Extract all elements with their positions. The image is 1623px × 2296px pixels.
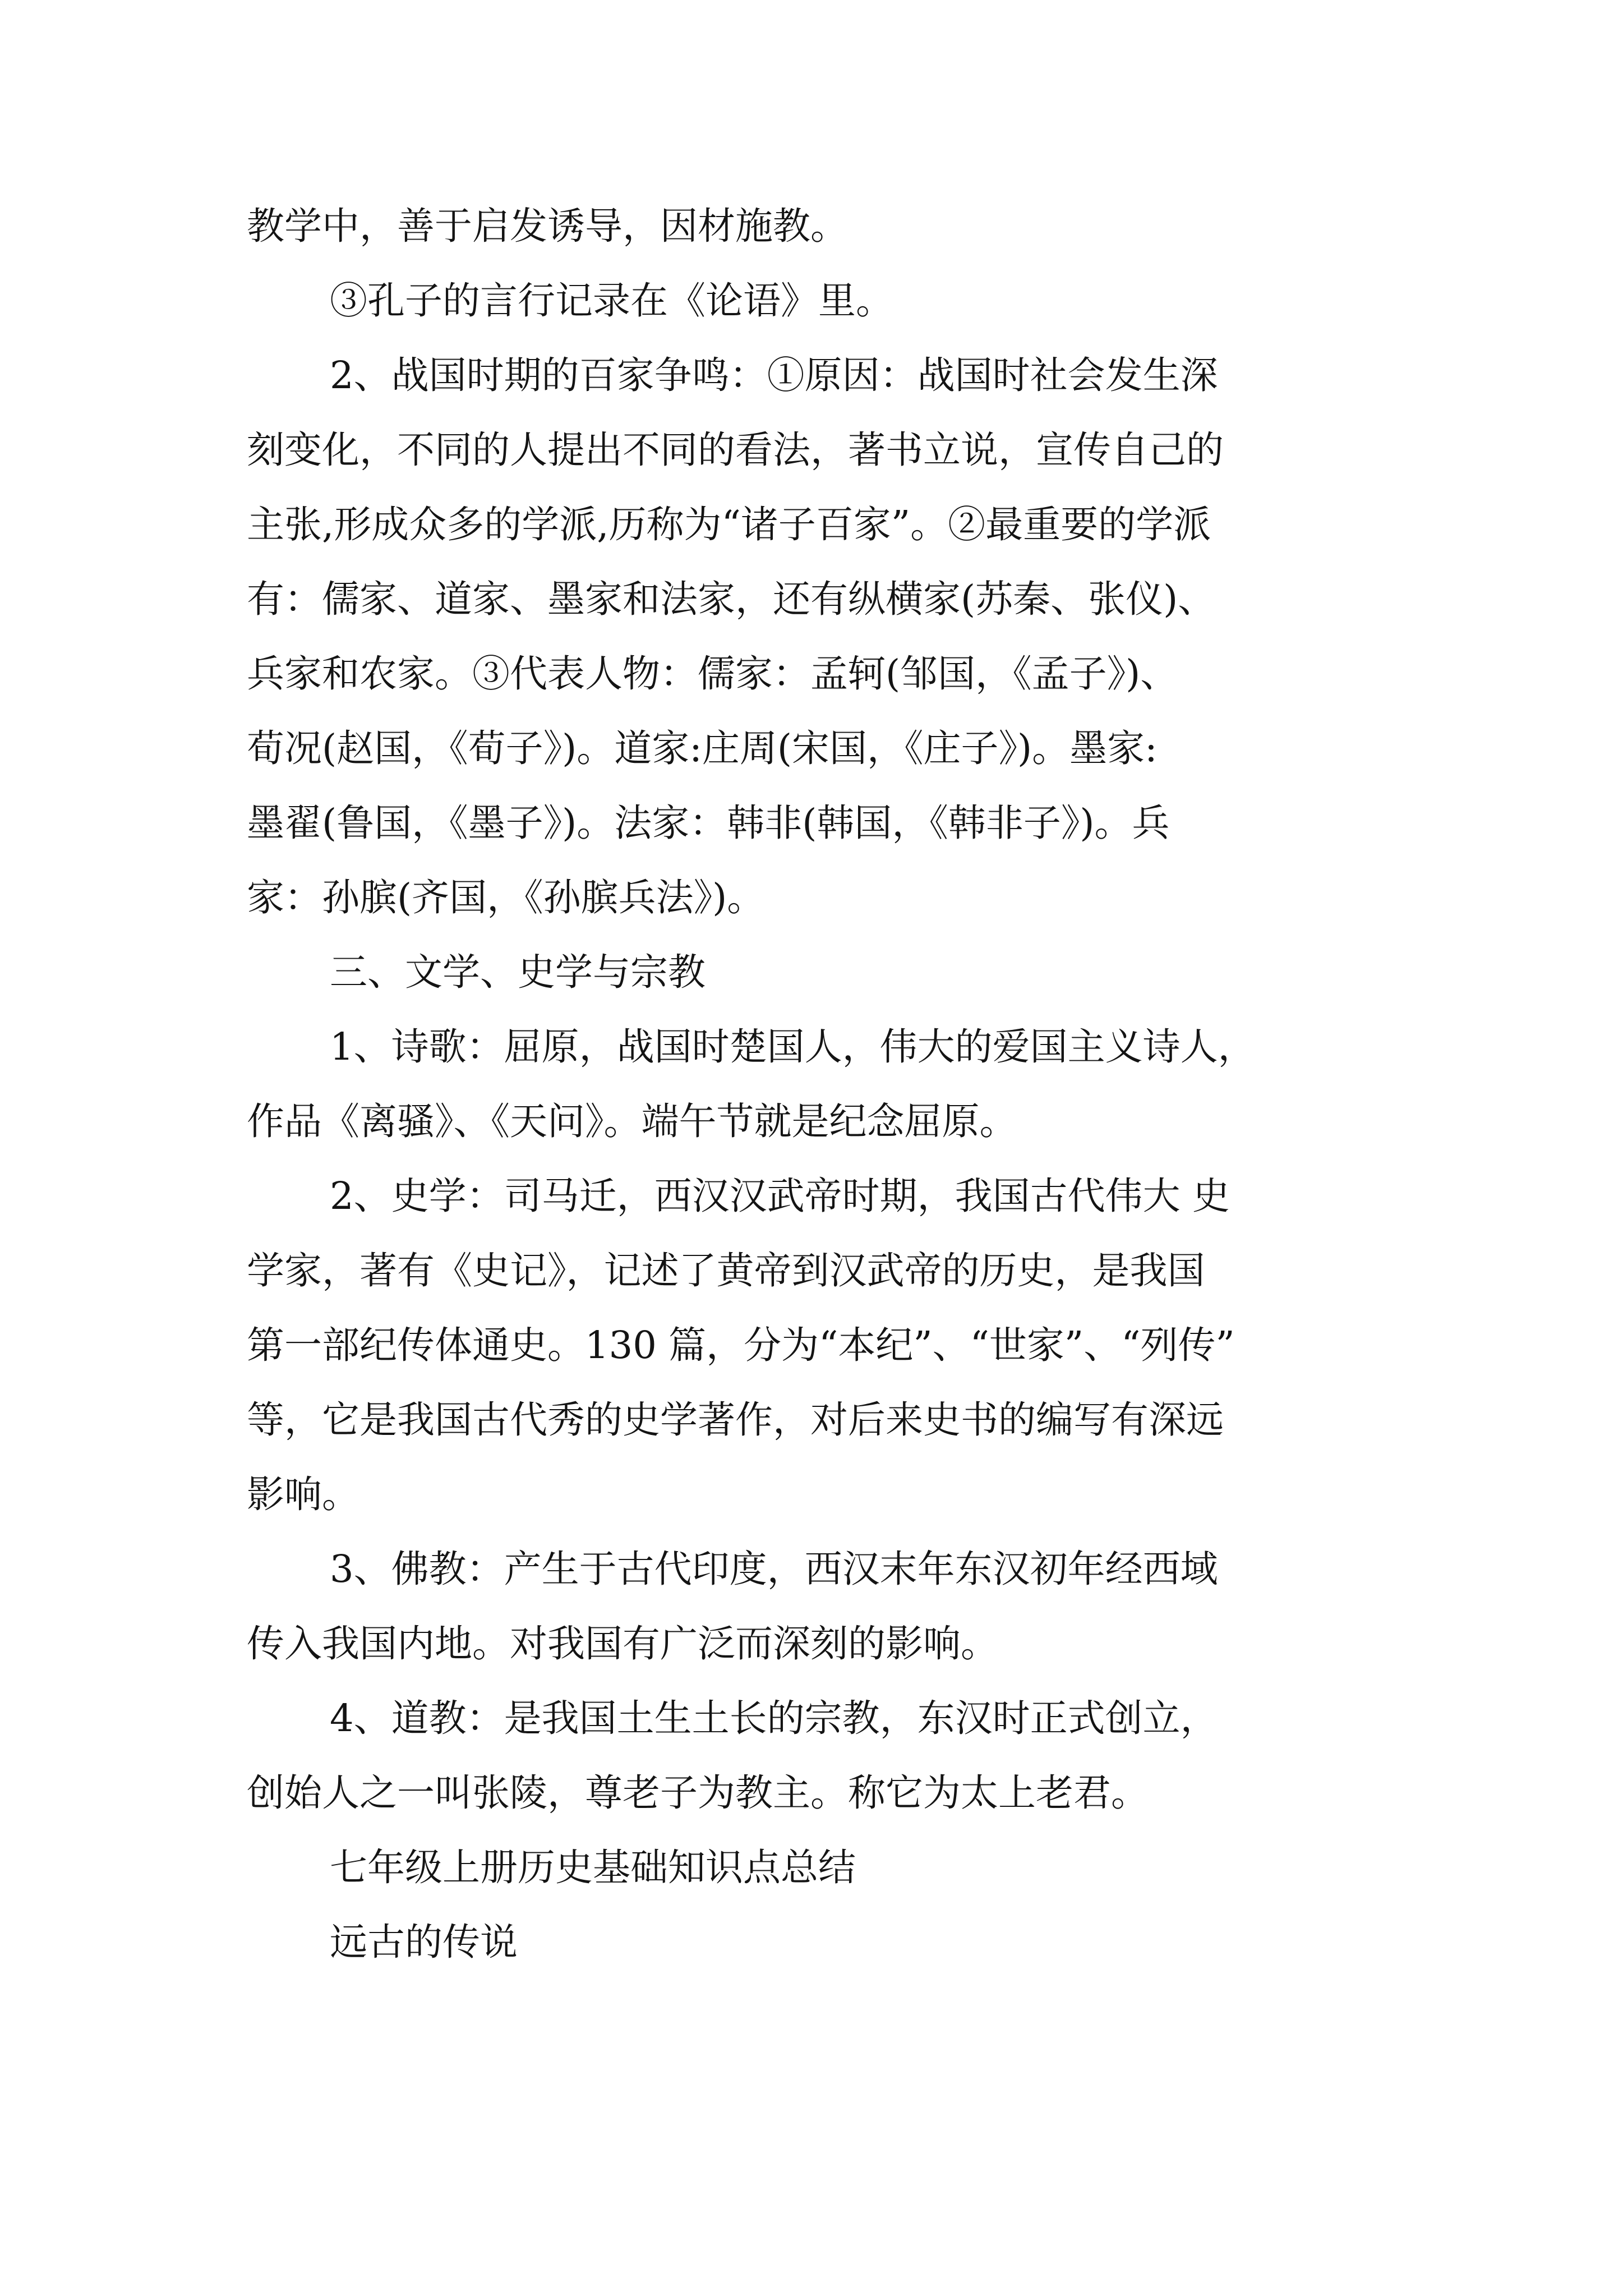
text-line-15: 学家，著有《史记》，记述了黄帝到汉武帝的历史，是我国 — [247, 1249, 1205, 1292]
text-line-20: 传入我国内地。对我国有广泛而深刻的影响。 — [247, 1622, 998, 1665]
text-line-3: 2、战国时期的百家争鸣：①原因：战国时社会发生深 — [330, 353, 1218, 397]
text-line-9: 墨翟(鲁国，《墨子》)。法家：韩非(韩国，《韩非子》)。兵 — [247, 801, 1170, 845]
text-line-17: 等，它是我国古代秀的史学著作，对后来史书的编写有深远 — [247, 1398, 1224, 1442]
summary-heading: 七年级上册历史基础知识点总结 — [330, 1846, 856, 1889]
text-line-19: 3、佛教：产生于古代印度，西汉末年东汉初年经西域 — [330, 1547, 1218, 1591]
text-line-1: 教学中，善于启发诱导，因材施教。 — [247, 204, 848, 248]
subsection-heading: 远古的传说 — [330, 1920, 518, 1964]
text-line-2: ③孔子的言行记录在《论语》里。 — [330, 279, 893, 323]
text-line-18: 影响。 — [247, 1473, 359, 1516]
text-line-5: 主张,形成众多的学派,历称为“诸子百家”。②最重要的学派 — [247, 503, 1211, 546]
text-line-22: 创始人之一叫张陵，尊老子为教主。称它为太上老君。 — [247, 1771, 1149, 1815]
text-line-4: 刻变化，不同的人提出不同的看法，著书立说，宣传自己的 — [247, 428, 1224, 472]
text-line-7: 兵家和农家。③代表人物：儒家：孟轲(邹国，《孟子》)、 — [247, 652, 1178, 696]
text-line-14: 2、史学：司马迁，西汉汉武帝时期，我国古代伟大 史 — [330, 1174, 1230, 1218]
text-line-16: 第一部纪传体通史。130 篇，分为“本纪”、“世家”、“列传” — [247, 1323, 1235, 1367]
section-heading: 三、文学、史学与宗教 — [330, 950, 706, 994]
text-line-12: 1、诗歌：屈原，战国时楚国人，伟大的爱国主义诗人， — [330, 1025, 1256, 1069]
text-line-10: 家：孙膑(齐国，《孙膑兵法》)。 — [247, 876, 765, 919]
text-line-13: 作品《离骚》、《天问》。端午节就是纪念屈原。 — [247, 1099, 1017, 1143]
text-line-8: 荀况(赵国，《荀子》)。道家:庄周(宋国，《庄子》)。墨家: — [247, 726, 1158, 770]
text-line-21: 4、道教：是我国土生土长的宗教，东汉时正式创立， — [330, 1696, 1218, 1740]
text-line-6: 有：儒家、道家、墨家和法家，还有纵横家(苏秦、张仪)、 — [247, 577, 1216, 621]
